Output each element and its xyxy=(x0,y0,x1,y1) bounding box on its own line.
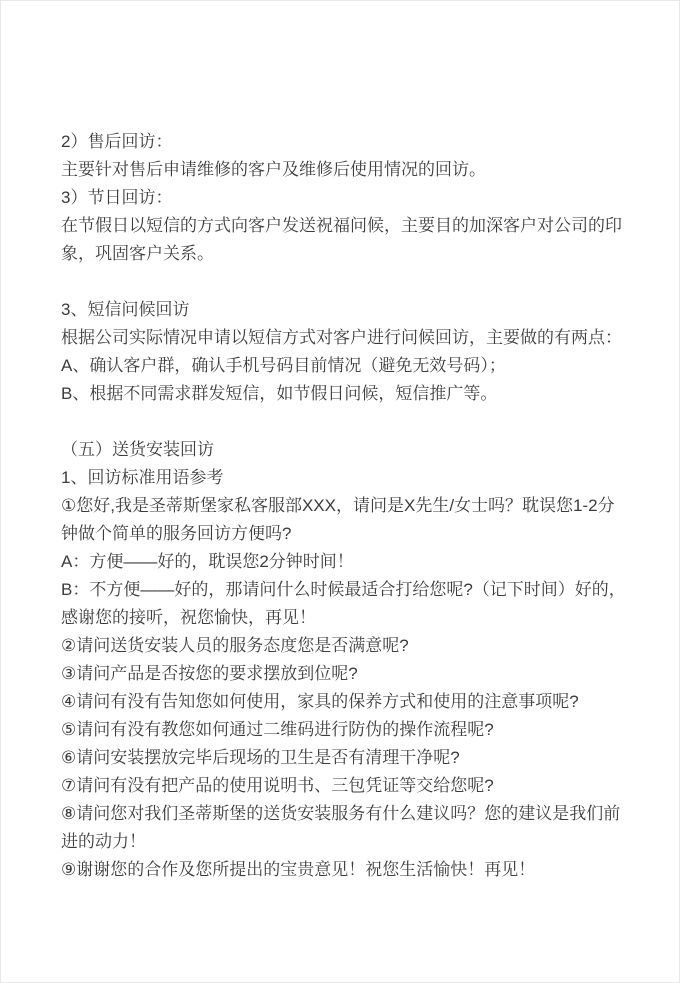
paragraph: B：不方便——好的，那请问什么时候最适合打给您呢?（记下时间）好的，感谢您的接听，祝您愉快，再见！ xyxy=(61,580,626,627)
paragraph: ⑨谢谢您的合作及您所提出的宝贵意见！祝您生活愉快！再见！ xyxy=(61,860,536,879)
paragraph: ⑥请问安装摆放完毕后现场的卫生是否有清理干净呢? xyxy=(61,748,460,767)
document-body xyxy=(61,128,631,884)
paragraph: 3、短信问候回访 xyxy=(61,300,190,319)
paragraph: 3）节日回访： xyxy=(61,188,173,207)
document-section-delivery-installation-callback xyxy=(61,436,631,884)
paragraph: A：方便——好的，耽误您2分钟时间！ xyxy=(61,552,354,571)
paragraph: 主要针对售后申请维修的客户及维修后使用情况的回访。 xyxy=(61,160,486,179)
document-section-after-sales-and-holiday-callback xyxy=(61,128,631,268)
paragraph: （五）送货安装回访 xyxy=(61,440,214,459)
paragraph: ③请问产品是否按您的要求摆放到位呢? xyxy=(61,664,358,683)
document-section-sms-greeting-callback xyxy=(61,296,631,408)
paragraph: 在节假日以短信的方式向客户发送祝福问候，主要目的加深客户对公司的印象，巩固客户关系。 xyxy=(61,216,622,263)
paragraph: B、根据不同需求群发短信，如节假日问候，短信推广等。 xyxy=(61,384,498,403)
paragraph: ②请问送货安装人员的服务态度您是否满意呢? xyxy=(61,636,409,655)
paragraph: ④请问有没有告知您如何使用，家具的保养方式和使用的注意事项呢? xyxy=(61,692,579,711)
paragraph: ①您好,我是圣蒂斯堡家私客服部XXX，请问是X先生/女士吗？耽误您1-2分钟做个简单的服务回访方便吗? xyxy=(61,496,615,543)
paragraph: 根据公司实际情况申请以短信方式对客户进行问候回访，主要做的有两点： xyxy=(61,328,622,347)
paragraph: ⑤请问有没有教您如何通过二维码进行防伪的操作流程呢? xyxy=(61,720,494,739)
paragraph: 1、回访标准用语参考 xyxy=(61,468,224,487)
paragraph: ⑧请问您对我们圣蒂斯堡的送货安装服务有什么建议吗？您的建议是我们前进的动力！ xyxy=(61,804,621,851)
paragraph: 2）售后回访： xyxy=(61,132,173,151)
paragraph: ⑦请问有没有把产品的使用说明书、三包凭证等交给您呢? xyxy=(61,776,494,795)
paragraph: A、确认客户群，确认手机号码目前情况（避免无效号码）； xyxy=(61,356,506,375)
